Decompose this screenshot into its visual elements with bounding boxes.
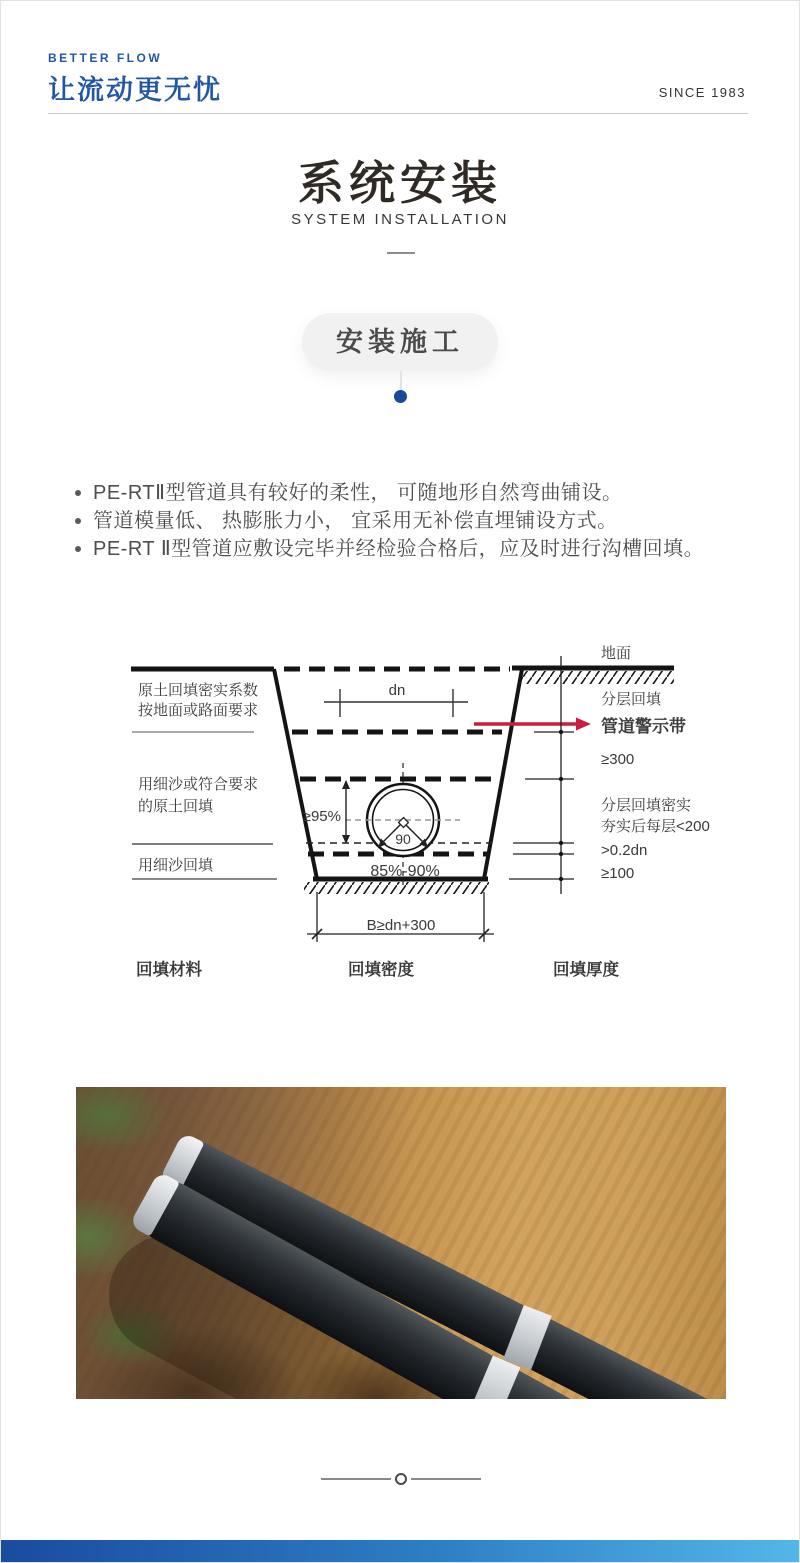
- dn-label: dn: [388, 682, 406, 699]
- sand-bed-label: 用细沙回填: [138, 857, 214, 874]
- warning-tape-label: 管道警示带: [601, 717, 686, 736]
- bullet-icon: [75, 546, 81, 552]
- site-photo: [76, 1087, 726, 1399]
- list-item: [75, 507, 755, 535]
- ground-label: 地面: [601, 645, 632, 662]
- min-cover-label: ≥300: [601, 751, 635, 768]
- trench-bottom-hatch: [304, 882, 489, 894]
- pipe-zone-dimension: [342, 780, 350, 844]
- bullet-icon: [75, 518, 81, 524]
- pipe-zone-compaction-label: ≥95%: [302, 808, 341, 825]
- badge-connector-line: [400, 371, 402, 391]
- native-soil-label-2: 按地面或路面要求: [138, 702, 259, 719]
- divider-circle-icon: [395, 1473, 407, 1485]
- caption-backfill-density: 回填密度: [348, 961, 414, 979]
- layered-backfill-label: 分层回填: [601, 691, 662, 708]
- bottom-accent-bar: [1, 1540, 799, 1562]
- caption-backfill-thickness: 回填厚度: [553, 961, 619, 979]
- bullet-icon: [75, 490, 81, 496]
- compaction-label-1: 分层回填密实: [601, 797, 692, 814]
- feature-list: [75, 479, 755, 563]
- list-item-text: PE-RTⅡ型管道具有较好的柔性， 可随地形自然弯曲铺设。: [93, 482, 623, 504]
- bed-100-label: ≥100: [601, 865, 635, 882]
- layer-02dn-label: >0.2dn: [601, 842, 648, 859]
- list-item: [75, 535, 755, 563]
- bedding-angle-label: 90: [395, 831, 411, 847]
- divider-line: [411, 1478, 481, 1480]
- native-soil-label-1: 原土回填密实系数: [138, 682, 259, 699]
- since-label: SINCE 1983: [658, 85, 746, 100]
- list-item-text: PE-RT Ⅱ型管道应敷设完毕并经检验合格后，应及时进行沟槽回填。: [93, 538, 705, 560]
- section-badge: 安装施工: [302, 313, 498, 371]
- divider-line: [321, 1478, 391, 1480]
- page-subtitle: SYSTEM INSTALLATION: [291, 211, 509, 228]
- title-dash: [387, 252, 415, 254]
- brand-slogan-en: BETTER FLOW: [48, 51, 163, 65]
- brand-slogan-zh: 让流动更无忧: [48, 75, 222, 105]
- list-item-text: 管道模量低、 热膨胀力小， 宜采用无补偿直埋铺设方式。: [93, 510, 618, 532]
- page-title: 系统安装: [298, 157, 502, 209]
- trench-width-label: B≥dn+300: [366, 917, 436, 934]
- warning-tape-arrow: [474, 718, 591, 731]
- footer-divider: [321, 1472, 481, 1486]
- list-item: [75, 479, 755, 507]
- badge-dot: [394, 390, 407, 403]
- sand-fill-label-2: 的原土回填: [138, 798, 214, 815]
- sand-fill-label-1: 用细沙或符合要求: [138, 776, 259, 793]
- compaction-label-2: 夯实后每层<200: [601, 818, 710, 835]
- header-divider: [48, 113, 748, 114]
- caption-backfill-material: 回填材料: [136, 961, 202, 979]
- trench-diagram: [71, 631, 731, 991]
- bedding-compaction-label: 85%-90%: [370, 863, 440, 880]
- brand-logo: [48, 51, 222, 107]
- pipe-joint-band: [503, 1305, 552, 1370]
- ground-hatch: [522, 671, 674, 684]
